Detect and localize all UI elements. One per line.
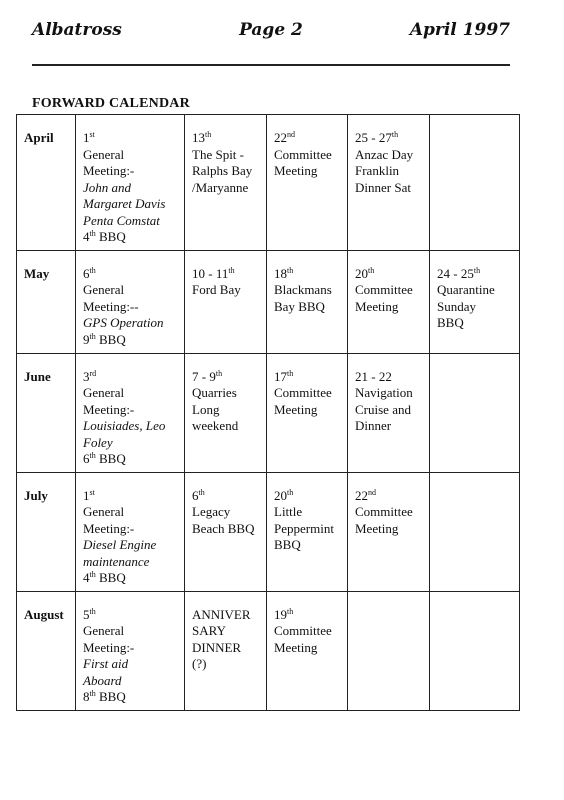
calendar-cell [430,353,520,472]
event-date [274,266,343,283]
calendar-cell [267,472,348,591]
event-date [274,369,343,386]
calendar-cell [348,472,430,591]
event-date-suffix: th [287,487,294,497]
bbq-date-number: 8 [83,689,90,704]
event-text: Little [274,504,303,519]
event-text: General [83,282,125,297]
issue-date: April 1997 [409,20,510,40]
event-date-number: 24 - 25 [437,265,474,281]
calendar-cell [185,591,267,710]
event-text: Committee [274,146,332,162]
event-text: The Spit - [192,146,244,162]
event-date-suffix: th [215,368,223,378]
event-date-suffix: th [205,130,212,139]
bbq-date-number: 4 [83,229,90,244]
bbq-label: BBQ [98,229,126,244]
event-text: Meeting:- [83,163,135,178]
event-topic: Aboard [83,672,122,688]
event-text: Meeting [355,520,399,536]
event-topic: Foley [83,434,113,450]
bbq-label: BBQ [98,689,126,704]
bbq-date [83,689,180,706]
event-date [355,130,425,147]
bbq-date-suffix: th [89,689,96,698]
event-date-suffix: th [228,265,235,275]
event-text: Dinner [355,418,392,433]
event-date-number: 1 [83,487,90,503]
event-date-suffix: st [89,130,95,139]
event-text: Meeting:- [83,520,135,536]
event-text: Peppermint [274,520,334,536]
event-text: Sunday [437,298,476,314]
event-date-number: 3 [83,368,90,384]
event-text: Dinner Sat [355,179,411,195]
forward-calendar-table [16,114,520,711]
calendar-row-april [17,115,520,251]
event-date-number: 5 [83,606,90,622]
event-date-suffix: nd [287,130,295,139]
event-text: Committee [274,385,332,400]
event-date [355,266,425,283]
event-date-number: 18 [274,265,287,281]
event-date-number: 13 [192,130,205,145]
event-text: Meeting [274,401,318,417]
event-date-suffix: st [89,487,95,497]
calendar-row-may [17,250,520,353]
event-text: Quarantine [437,282,495,297]
event-date-suffix: th [198,487,205,497]
page-number: Page 2 [239,20,303,40]
calendar-cell [430,472,520,591]
event-text: Meeting:-- [83,298,139,314]
calendar-body [17,115,520,711]
event-text: Committee [355,282,413,297]
calendar-cell [430,591,520,710]
event-topic: maintenance [83,553,150,569]
event-date-suffix: th [473,265,481,275]
event-date [192,130,262,147]
bbq-date [83,332,180,349]
calendar-cell [430,250,520,353]
event-text: Ford Bay [192,282,241,297]
event-date-number: 25 - 27 [355,130,392,145]
section-title: FORWARD CALENDAR [32,96,190,111]
event-date-number: 17 [274,368,287,384]
event-date [83,369,180,386]
event-text: Meeting [274,639,318,655]
event-date-number: 20 [274,487,287,503]
calendar-row-august [17,591,520,710]
event-date [274,607,343,624]
event-date-number: 21 - 22 [355,368,392,384]
bbq-date [83,229,180,246]
event-text: Long [192,401,220,417]
event-text: Ralphs Bay [192,163,253,178]
event-topic: Penta Comstat [83,212,160,228]
month-label: August [17,591,76,710]
event-topic: Margaret Davis [83,196,166,211]
event-date [83,266,180,283]
bbq-date-suffix: th [89,229,96,238]
event-text: Legacy [192,504,231,519]
event-date-suffix: rd [89,368,97,378]
calendar-row-june [17,353,520,472]
calendar-cell [267,250,348,353]
newsletter-title: Albatross [32,20,122,40]
event-date [355,488,425,505]
calendar-cell [267,353,348,472]
event-text: Anzac Day [355,146,414,162]
event-text: BBQ [437,315,464,330]
event-text: General [83,385,125,400]
event-text: (?) [192,656,207,671]
event-date-number: 1 [83,130,90,145]
calendar-cell [430,115,520,251]
event-topic: John and [83,179,132,195]
event-text: Franklin [355,163,400,178]
event-date-suffix: th [391,130,399,139]
month-label: July [17,472,76,591]
calendar-cell [267,115,348,251]
event-date-suffix: th [287,606,294,616]
bbq-date-suffix: th [89,451,96,460]
event-date-suffix: th [287,265,294,275]
event-date [274,130,343,147]
event-date [192,488,262,505]
event-text: Meeting:- [83,639,135,655]
calendar-cell [185,353,267,472]
bbq-date-number: 6 [83,451,90,466]
event-text: Quarries [192,385,237,400]
event-topic: Louisiades, Leo [83,418,166,433]
bbq-date-number: 9 [83,331,90,347]
event-text: /Maryanne [192,179,249,195]
event-date-number: 7 - 9 [192,368,216,384]
calendar-cell [267,591,348,710]
event-date-number: 10 - 11 [192,265,229,281]
calendar-row-july [17,472,520,591]
event-topic: Diesel Engine [83,537,157,552]
event-date [192,369,262,386]
month-label: May [17,250,76,353]
month-label: April [17,115,76,251]
event-text: BBQ [274,537,301,552]
event-date-number: 22 [274,130,287,145]
event-text: ANNIVER [192,606,251,622]
event-date-number: 6 [83,265,90,281]
event-text: SARY [192,623,226,638]
bbq-date-suffix: th [89,331,96,341]
event-text: Committee [274,623,332,638]
calendar-cell [185,115,267,251]
event-text: General [83,623,125,638]
calendar-cell [185,472,267,591]
event-date-suffix: th [368,265,375,275]
event-date [83,607,180,624]
month-label: June [17,353,76,472]
header-rule [32,64,510,66]
event-date-number: 6 [192,487,199,503]
event-text: General [83,504,125,519]
event-date [83,130,180,147]
bbq-label: BBQ [98,570,126,585]
event-text: Beach BBQ [192,520,255,536]
event-topic: First aid [83,656,129,671]
event-date-suffix: th [89,265,96,275]
bbq-label: BBQ [98,331,126,347]
event-date-suffix: th [287,368,294,378]
calendar-cell [185,250,267,353]
calendar-cell [76,591,185,710]
event-text: Meeting [274,163,318,178]
event-date-number: 22 [355,487,368,503]
bbq-date-number: 4 [83,570,90,585]
calendar-cell [76,472,185,591]
calendar-cell [76,250,185,353]
calendar-cell [348,591,430,710]
bbq-date [83,451,180,468]
calendar-cell [76,115,185,251]
calendar-cell [348,250,430,353]
calendar-cell [76,353,185,472]
bbq-label: BBQ [98,451,126,466]
event-text: Bay BBQ [274,298,325,314]
event-text: Cruise and [355,401,411,417]
event-date-suffix: th [89,606,96,616]
event-date-suffix: nd [368,487,376,497]
event-text: weekend [192,418,239,433]
event-date [83,488,180,505]
event-date-number: 20 [355,265,368,281]
event-date-number: 19 [274,606,287,622]
event-text: Committee [355,504,413,519]
page-header [32,20,510,50]
event-text: Navigation [355,385,413,400]
event-date [355,369,425,386]
event-date [274,488,343,505]
event-text: Meeting:- [83,401,135,417]
event-text: Blackmans [274,282,332,297]
event-text: Meeting [355,298,399,314]
event-date [192,266,262,283]
event-topic: GPS Operation [83,315,164,330]
event-text: DINNER [192,639,242,655]
calendar-cell [348,353,430,472]
bbq-date [83,570,180,587]
event-date [437,266,515,283]
event-text: General [83,146,125,162]
calendar-cell [348,115,430,251]
bbq-date-suffix: th [89,570,96,579]
